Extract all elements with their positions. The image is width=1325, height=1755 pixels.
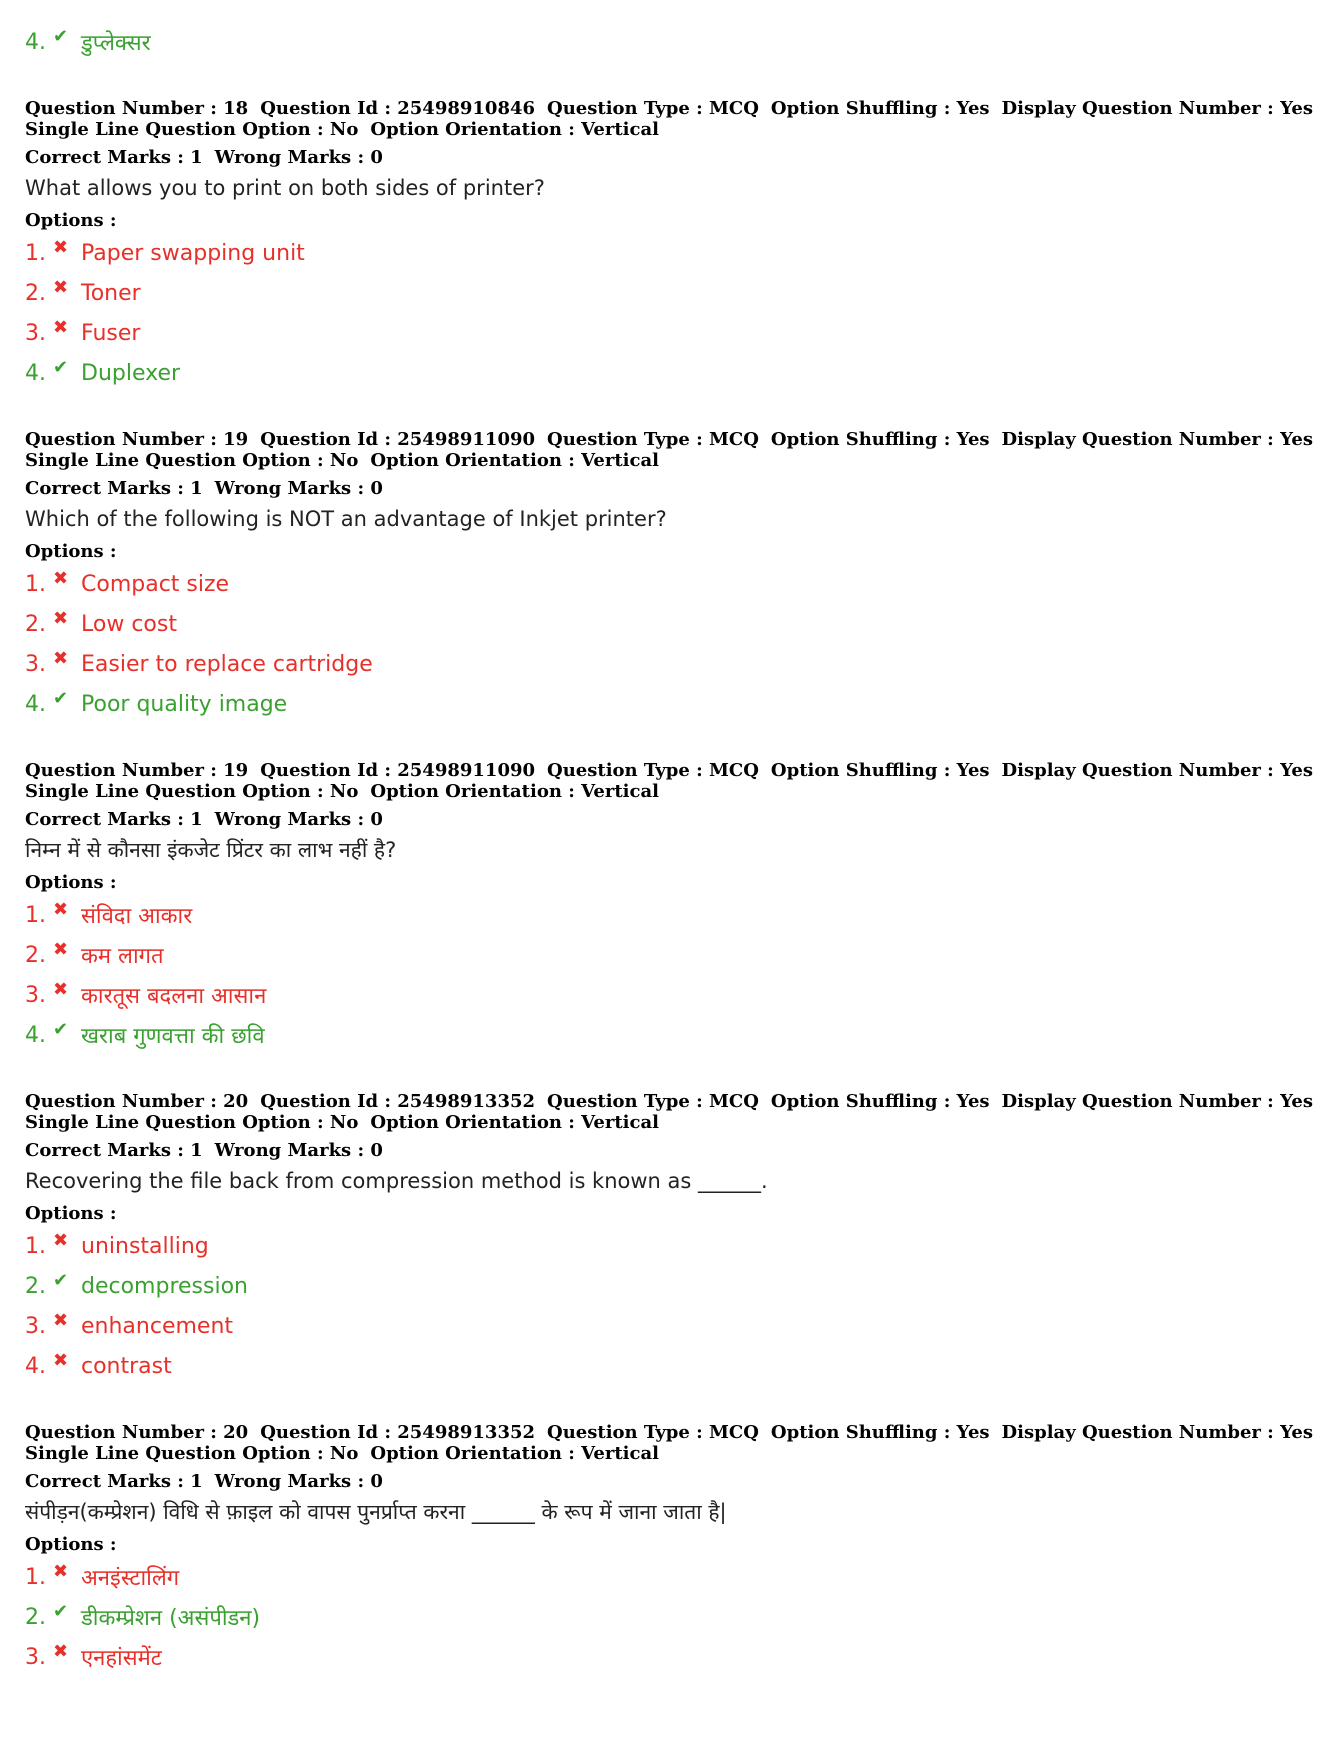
wrong-marks: Wrong Marks : 0 [214, 809, 383, 830]
question-id: Question Id : 25498910846 [260, 98, 536, 119]
option-row [25, 564, 1215, 604]
option-number: 1. [25, 240, 46, 266]
question-block [25, 760, 1313, 1055]
option-row [25, 895, 1215, 935]
question-meta [25, 1091, 1313, 1112]
option-row [25, 22, 1215, 62]
option-row [25, 1306, 1215, 1346]
wrong-marks: Wrong Marks : 0 [214, 1140, 383, 1161]
option-text: Easier to replace cartridge [81, 651, 373, 677]
question-block [25, 1091, 1313, 1386]
wrong-cross-icon: ✖ [53, 1309, 69, 1331]
option-row [25, 1226, 1215, 1266]
wrong-cross-icon: ✖ [53, 236, 69, 258]
option-row [25, 684, 1215, 724]
options-label: Options : [25, 872, 117, 893]
option-number: 4. [25, 1022, 46, 1048]
question-type: Question Type : MCQ [547, 1422, 759, 1443]
correct-marks: Correct Marks : 1 [25, 147, 203, 168]
question-type: Question Type : MCQ [547, 1091, 759, 1112]
question-id: Question Id : 25498913352 [260, 1091, 536, 1112]
option-number: 2. [25, 280, 46, 306]
question-type: Question Type : MCQ [547, 760, 759, 781]
option-text: खराब गुणवत्ता की छवि [81, 1024, 265, 1049]
wrong-cross-icon: ✖ [53, 316, 69, 338]
question-id: Question Id : 25498913352 [260, 1422, 536, 1443]
correct-check-icon: ✔ [53, 25, 69, 47]
question-meta [25, 98, 1313, 119]
marks-line [25, 1471, 1215, 1492]
option-shuffling: Option Shuffling : Yes [770, 760, 990, 781]
option-text: Duplexer [81, 360, 181, 386]
option-number: 3. [25, 982, 46, 1008]
question-stem: What allows you to print on both sides of printer? [25, 176, 545, 200]
wrong-cross-icon: ✖ [53, 647, 69, 669]
option-number: 2. [25, 1604, 46, 1630]
correct-marks: Correct Marks : 1 [25, 1471, 203, 1492]
single-line-option: Single Line Question Option : No [25, 1443, 359, 1464]
marks-line [25, 147, 1215, 168]
options-label: Options : [25, 1534, 117, 1555]
question-meta-line2 [25, 1443, 1215, 1464]
question-number: Question Number : 18 [25, 98, 249, 119]
question-stem: संपीड़न(कम्प्रेशन) विधि से फ़ाइल को वापस पुनर्प्राप्त करना ______ के रूप में जाना जाता है| [25, 1500, 727, 1524]
question-number: Question Number : 19 [25, 429, 249, 450]
option-row [25, 644, 1215, 684]
single-line-option: Single Line Question Option : No [25, 781, 359, 802]
option-text: डीकम्प्रेशन (असंपीडन) [81, 1606, 261, 1631]
display-question-number: Display Question Number : Yes [1001, 98, 1313, 119]
option-number: 1. [25, 1233, 46, 1259]
wrong-cross-icon: ✖ [53, 1229, 69, 1251]
option-orientation: Option Orientation : Vertical [370, 119, 659, 140]
option-orientation: Option Orientation : Vertical [370, 1112, 659, 1133]
question-block [25, 1422, 1313, 1677]
option-shuffling: Option Shuffling : Yes [770, 1091, 990, 1112]
option-row [25, 273, 1215, 313]
option-text: contrast [81, 1353, 172, 1379]
single-line-option: Single Line Question Option : No [25, 450, 359, 471]
question-meta-line2 [25, 1112, 1215, 1133]
wrong-marks: Wrong Marks : 0 [214, 478, 383, 499]
wrong-cross-icon: ✖ [53, 1560, 69, 1582]
option-row [25, 1346, 1215, 1386]
correct-check-icon: ✔ [53, 1018, 69, 1040]
question-meta [25, 1422, 1313, 1443]
option-row [25, 353, 1215, 393]
wrong-cross-icon: ✖ [53, 938, 69, 960]
question-id: Question Id : 25498911090 [260, 760, 536, 781]
option-row [25, 1015, 1215, 1055]
option-number: 1. [25, 571, 46, 597]
option-number: 4. [25, 691, 46, 717]
option-row [25, 233, 1215, 273]
wrong-marks: Wrong Marks : 0 [214, 1471, 383, 1492]
single-line-option: Single Line Question Option : No [25, 1112, 359, 1133]
question-stem: Recovering the file back from compression method is known as ______. [25, 1169, 768, 1193]
question-block [25, 98, 1313, 393]
option-orientation: Option Orientation : Vertical [370, 781, 659, 802]
option-shuffling: Option Shuffling : Yes [770, 429, 990, 450]
marks-line [25, 809, 1215, 830]
option-text: Toner [81, 280, 141, 306]
question-stem: Which of the following is NOT an advantage of Inkjet printer? [25, 507, 667, 531]
question-meta-line2 [25, 119, 1215, 140]
option-text: Paper swapping unit [81, 240, 305, 266]
option-text: कारतूस बदलना आसान [81, 984, 267, 1009]
question-number: Question Number : 19 [25, 760, 249, 781]
options-label: Options : [25, 210, 117, 231]
option-text: Compact size [81, 571, 230, 597]
correct-check-icon: ✔ [53, 1269, 69, 1291]
option-text: संविदा आकार [81, 904, 193, 929]
display-question-number: Display Question Number : Yes [1001, 1422, 1313, 1443]
option-text: enhancement [81, 1313, 234, 1339]
correct-check-icon: ✔ [53, 1600, 69, 1622]
option-orientation: Option Orientation : Vertical [370, 450, 659, 471]
option-row [25, 1597, 1215, 1637]
single-line-option: Single Line Question Option : No [25, 119, 359, 140]
option-text: अनइंस्टालिंग [81, 1566, 180, 1591]
wrong-cross-icon: ✖ [53, 276, 69, 298]
option-shuffling: Option Shuffling : Yes [770, 98, 990, 119]
option-number: 4. [25, 1353, 46, 1379]
question-type: Question Type : MCQ [547, 98, 759, 119]
display-question-number: Display Question Number : Yes [1001, 1091, 1313, 1112]
option-row [25, 604, 1215, 644]
correct-marks: Correct Marks : 1 [25, 1140, 203, 1161]
marks-line [25, 1140, 1215, 1161]
correct-marks: Correct Marks : 1 [25, 809, 203, 830]
option-text: uninstalling [81, 1233, 209, 1259]
options-label: Options : [25, 541, 117, 562]
option-number: 4. [25, 360, 46, 386]
option-number: 3. [25, 1644, 46, 1670]
question-meta [25, 429, 1313, 450]
option-row [25, 935, 1215, 975]
display-question-number: Display Question Number : Yes [1001, 760, 1313, 781]
question-number: Question Number : 20 [25, 1091, 249, 1112]
option-number: 1. [25, 902, 46, 928]
option-number: 3. [25, 1313, 46, 1339]
option-text: कम लागत [81, 944, 164, 969]
wrong-cross-icon: ✖ [53, 978, 69, 1000]
option-text: Fuser [81, 320, 141, 346]
option-text: Poor quality image [81, 691, 288, 717]
display-question-number: Display Question Number : Yes [1001, 429, 1313, 450]
option-row [25, 975, 1215, 1015]
option-row [25, 1637, 1215, 1677]
question-type: Question Type : MCQ [547, 429, 759, 450]
option-number: 3. [25, 651, 46, 677]
question-meta-line2 [25, 450, 1215, 471]
correct-marks: Correct Marks : 1 [25, 478, 203, 499]
option-text: एनहांसमेंट [81, 1646, 162, 1671]
option-row [25, 1266, 1215, 1306]
question-number: Question Number : 20 [25, 1422, 249, 1443]
option-orientation: Option Orientation : Vertical [370, 1443, 659, 1464]
wrong-cross-icon: ✖ [53, 898, 69, 920]
question-meta [25, 760, 1313, 781]
option-row [25, 1557, 1215, 1597]
option-number: 3. [25, 320, 46, 346]
option-number: 4. [25, 29, 46, 55]
option-number: 1. [25, 1564, 46, 1590]
wrong-cross-icon: ✖ [53, 607, 69, 629]
option-shuffling: Option Shuffling : Yes [770, 1422, 990, 1443]
wrong-cross-icon: ✖ [53, 567, 69, 589]
option-text: Low cost [81, 611, 177, 637]
question-id: Question Id : 25498911090 [260, 429, 536, 450]
option-row [25, 313, 1215, 353]
option-number: 2. [25, 611, 46, 637]
question-stem: निम्न में से कौनसा इंकजेट प्रिंटर का लाभ नहीं है? [25, 838, 397, 862]
options-label: Options : [25, 1203, 117, 1224]
wrong-cross-icon: ✖ [53, 1640, 69, 1662]
wrong-marks: Wrong Marks : 0 [214, 147, 383, 168]
question-block [25, 429, 1313, 724]
question-paper [25, 22, 1313, 1677]
correct-check-icon: ✔ [53, 356, 69, 378]
wrong-cross-icon: ✖ [53, 1349, 69, 1371]
correct-check-icon: ✔ [53, 687, 69, 709]
option-number: 2. [25, 942, 46, 968]
marks-line [25, 478, 1215, 499]
option-text: decompression [81, 1273, 248, 1299]
question-meta-line2 [25, 781, 1215, 802]
option-number: 2. [25, 1273, 46, 1299]
option-text: डुप्लेक्सर [81, 31, 151, 56]
